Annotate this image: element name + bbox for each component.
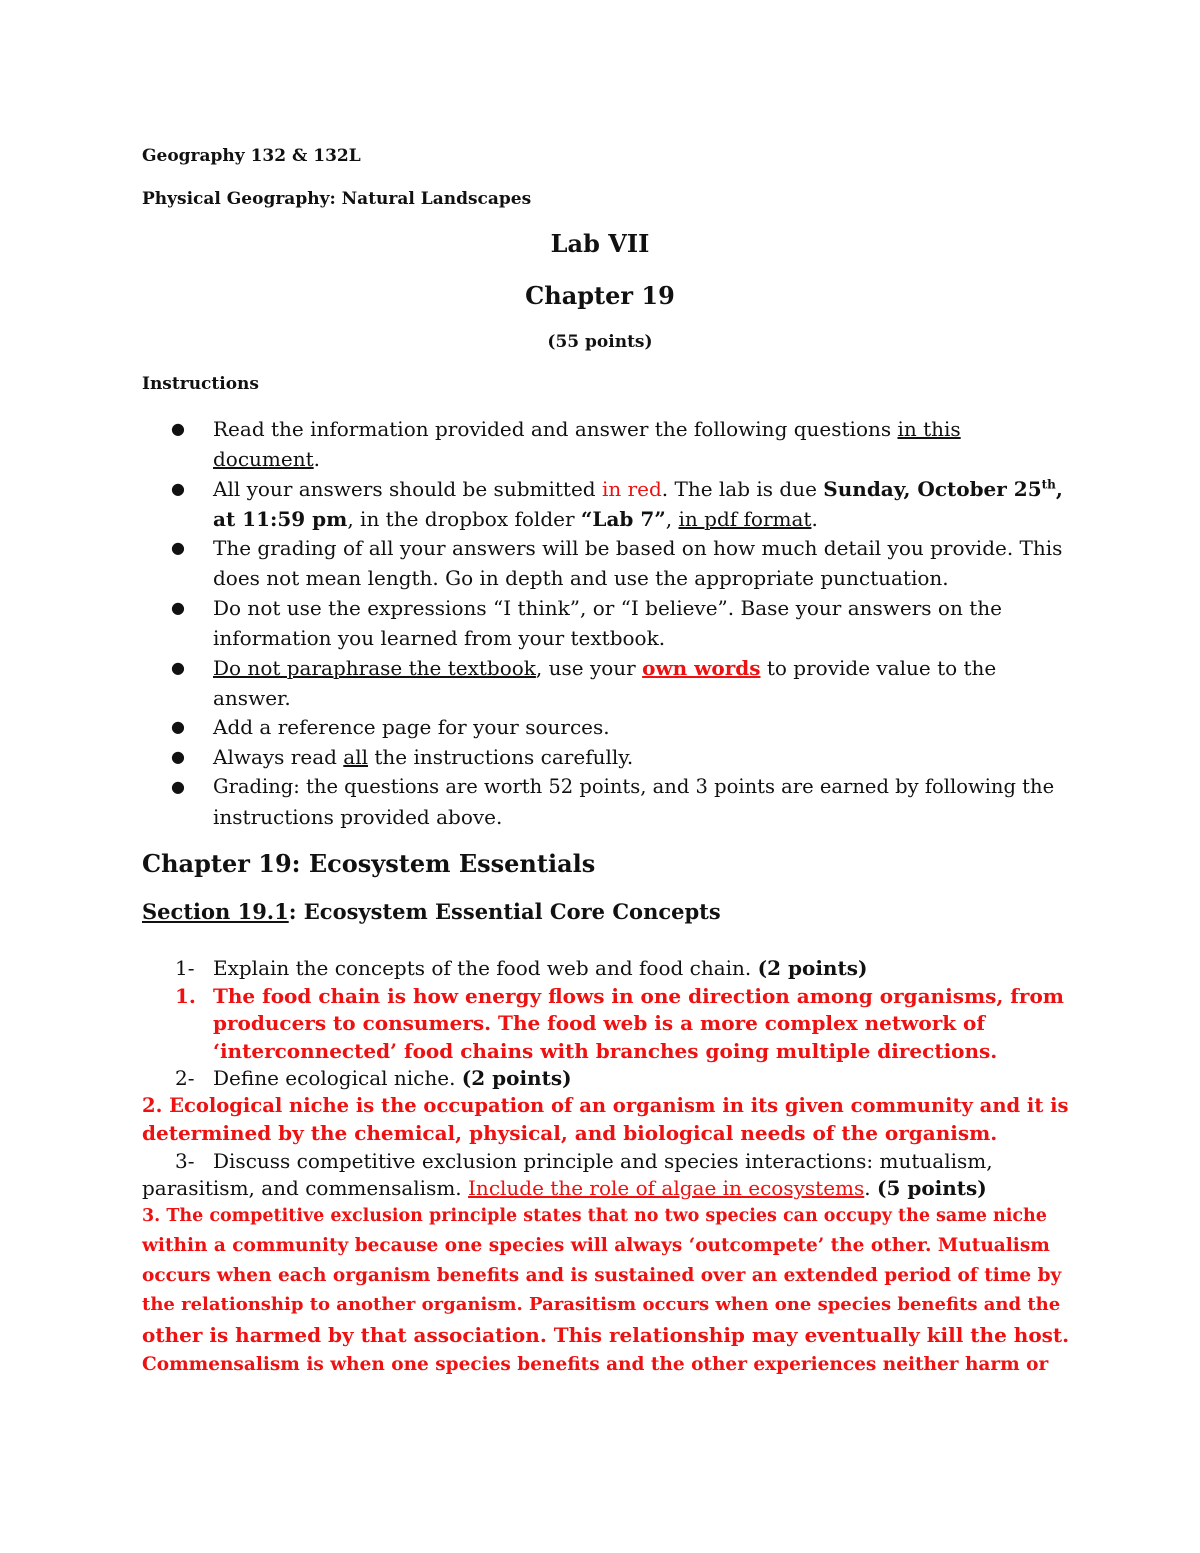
answer-3-line-5: other is harmed by that association. This relationship may eventually kill the host. (142, 1323, 1070, 1347)
bullet-icon: ● (171, 777, 185, 796)
question-1-number: 1- (175, 956, 195, 980)
instruction-1-line-1: Read the information provided and answer the following questions in this (213, 417, 961, 441)
answer-2-line-1: 2. Ecological niche is the occupation of an organism in its given community and it is (142, 1094, 1069, 1117)
bullet-icon: ● (171, 717, 185, 736)
answer-1-line-2: producers to consumers. The food web is a more complex network of (213, 1011, 985, 1035)
section-heading: Section 19.1: Ecosystem Essential Core Concepts (142, 899, 721, 924)
bullet-icon: ● (171, 598, 185, 617)
bullet-icon: ● (171, 747, 185, 766)
bullet-icon: ● (171, 538, 185, 557)
instruction-3-line-1: The grading of all your answers will be based on how much detail you provide. This (213, 536, 1063, 560)
question-1: Explain the concepts of the food web and food chain. (2 points) (213, 956, 868, 980)
answer-2-line-2: determined by the chemical, physical, and biological needs of the organism. (142, 1121, 998, 1145)
instruction-2-line-2: at 11:59 pm, in the dropbox folder “Lab 7”, in pdf format. (213, 507, 818, 531)
instruction-4-line-2: information you learned from your textbook. (213, 626, 666, 650)
bullet-icon: ● (171, 419, 185, 438)
answer-1-line-1: The food chain is how energy flows in one direction among organisms, from (213, 984, 1064, 1008)
instructions-heading: Instructions (142, 374, 259, 394)
instruction-2-line-1: All your answers should be submitted in red. The lab is due Sunday, October 25th, (213, 477, 1063, 501)
lab-title: Lab VII (550, 229, 650, 258)
question-3-line-2: parasitism, and commensalism. Include the role of algae in ecosystems. (5 points) (142, 1176, 987, 1200)
instruction-5-line-1: Do not paraphrase the textbook, use your own words to provide value to the (213, 656, 997, 680)
answer-3-line-3: occurs when each organism benefits and is sustained over an extended period of time by (142, 1265, 1062, 1286)
answer-3-line-2: within a community because one species will always ‘outcompete’ the other. Mutualism (142, 1235, 1050, 1256)
instruction-4-line-1: Do not use the expressions “I think”, or “I believe”. Base your answers on the (213, 596, 1002, 620)
chapter-title: Chapter 19 (525, 281, 675, 310)
course-line: Geography 132 & 132L (142, 146, 361, 166)
chapter-heading: Chapter 19: Ecosystem Essentials (142, 849, 596, 878)
course-title-line: Physical Geography: Natural Landscapes (142, 189, 532, 209)
instruction-6-line-1: Add a reference page for your sources. (213, 715, 610, 739)
answer-1-number: 1. (175, 984, 196, 1008)
answer-3-line-6: Commensalism is when one species benefits and the other experiences neither harm or (142, 1354, 1049, 1375)
answer-3-line-4: the relationship to another organism. Parasitism occurs when one species benefits and the (142, 1294, 1061, 1315)
question-3-number: 3- (175, 1149, 195, 1173)
instruction-8-line-2: instructions provided above. (213, 805, 503, 829)
question-2: Define ecological niche. (2 points) (213, 1066, 572, 1090)
instruction-5-line-2: answer. (213, 686, 291, 710)
instruction-8-line-1: Grading: the questions are worth 52 points, and 3 points are earned by following the (213, 775, 1055, 798)
instruction-7-line-1: Always read all the instructions carefully. (213, 745, 634, 769)
instruction-3-line-2: does not mean length. Go in depth and use the appropriate punctuation. (213, 566, 949, 590)
question-2-number: 2- (175, 1066, 195, 1090)
bullet-icon: ● (171, 479, 185, 498)
bullet-icon: ● (171, 658, 185, 677)
points-total: (55 points) (547, 332, 653, 352)
answer-1-line-3: ‘interconnected’ food chains with branches going multiple directions. (213, 1039, 998, 1063)
instruction-1-line-2: document. (213, 447, 321, 471)
question-3-line-1: Discuss competitive exclusion principle and species interactions: mutualism, (213, 1149, 993, 1173)
answer-3-line-1: 3. The competitive exclusion principle states that no two species can occupy the same niche (142, 1206, 1047, 1226)
